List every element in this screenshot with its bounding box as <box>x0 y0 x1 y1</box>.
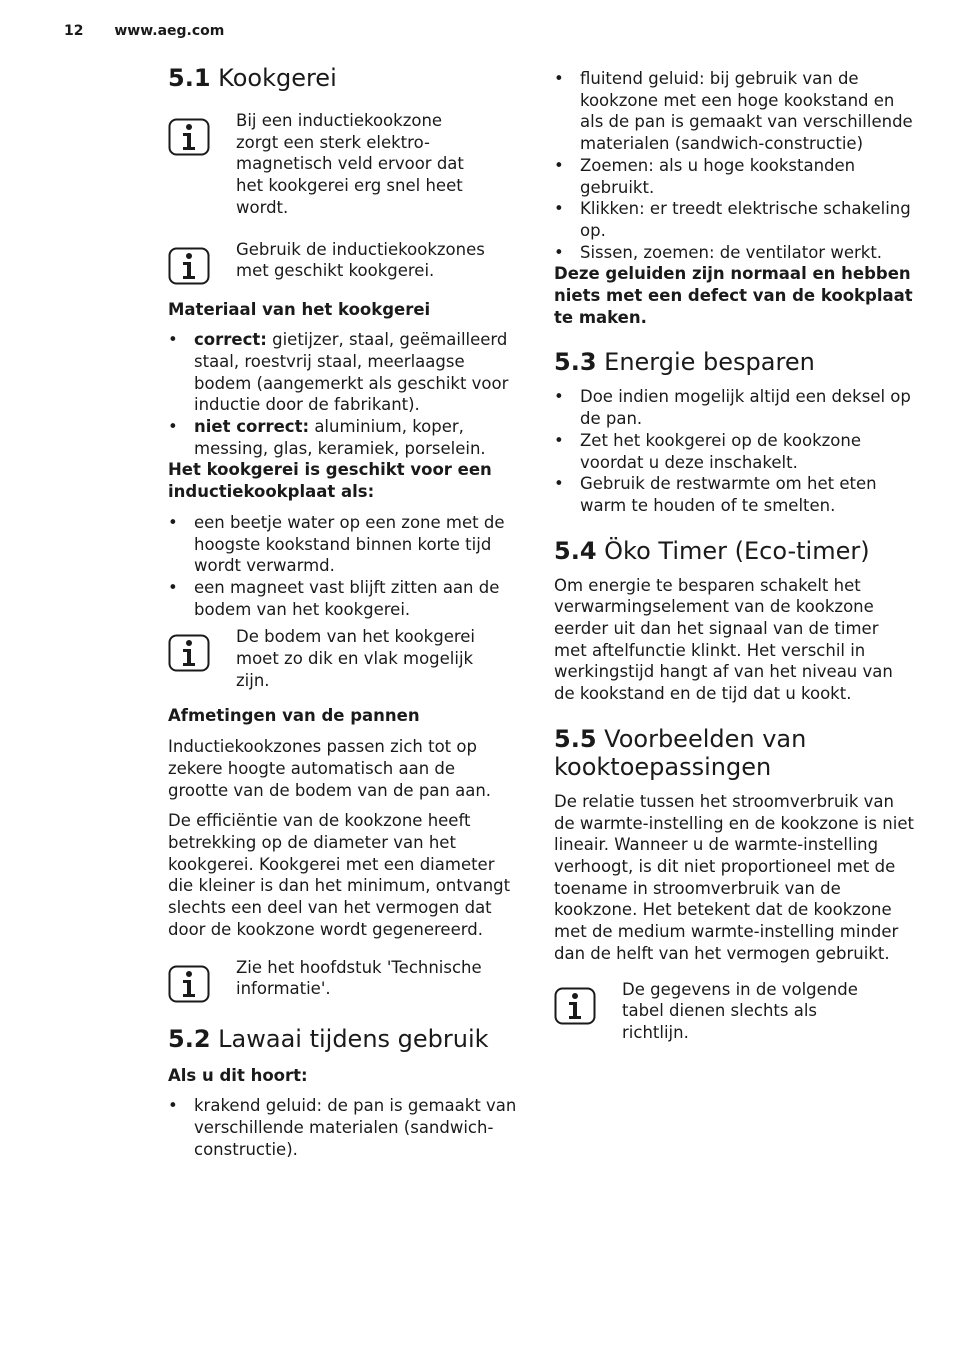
bullet-icon: • <box>554 242 564 262</box>
info-note-text: De gegevens in de volgende tabel dienen slechts als richtlijn. <box>622 979 858 1042</box>
list-item: • Sissen, zoemen: de ventilator werkt. <box>554 242 883 262</box>
bullet-icon: • <box>168 1096 178 1116</box>
bullet-icon: • <box>554 69 564 88</box>
list-item: • Gebruik de restwarmte om het eten warm te houden of te smelten. <box>554 474 877 515</box>
website-url: www.aeg.com <box>114 23 225 39</box>
list-item: • Doe indien mogelijk altijd een deksel op de pan. <box>554 387 911 429</box>
list-item: • fluitend geluid: bij gebruik van de kookzone met een hoge kookstand en als de pan is gemaakt van verschillende materialen (sandwich-constructie) <box>554 69 913 154</box>
info-icon <box>168 118 210 156</box>
right-column <box>554 68 914 1044</box>
list-item: • Zet het kookgerei op de kookzone voordat u deze inschakelt. <box>554 430 861 472</box>
info-note-text: Bij een inductiekookzone zorgt een sterk elektro-magnetisch veld ervoor dat het kookgerei erg snel heet wordt. <box>236 111 464 217</box>
info-icon <box>554 987 596 1025</box>
noise-conclusion: Deze geluiden zijn normaal en hebben niets met een defect van de kookplaat te maken. <box>554 264 913 327</box>
eco-timer-text: Om energie te besparen schakelt het verwarmingselement van de kookzone eerder uit dan het signaal van de timer met aftelfunctie klinkt. Het verschil in werkingstijd hangt af van het niveau van de kookstand en de tijd dat u kookt. <box>554 575 893 704</box>
suitable-list <box>168 512 520 621</box>
info-note <box>168 110 488 219</box>
list-item: • een beetje water op een zone met de hoogste kookstand binnen korte tijd wordt verwarmd. <box>168 512 505 576</box>
info-note <box>168 957 488 1003</box>
info-note <box>168 626 488 691</box>
list-item: • krakend geluid: de pan is gemaakt van verschillende materialen (sandwich-constructie). <box>168 1096 517 1159</box>
section-5-5-title: 5.5 Voorbeelden van kooktoepassingen <box>554 724 807 781</box>
left-column <box>168 64 520 1160</box>
bullet-icon: • <box>554 155 564 175</box>
list-item: • niet correct: aluminium, koper, messing, glas, keramiek, porselein. <box>168 417 486 458</box>
bullet-icon: • <box>168 512 178 532</box>
examples-text: De relatie tussen het stroomverbruik van de warmte-instelling en de kookzone is niet lineair. Wanneer u de warmte-instelling verhoogt, is dit niet proportioneel met de toename in stroomverbruik van de kookzone. Het betekent dat de kookzone met de medium warmte-instelling minder dan de helft van het vermogen gebruikt. <box>554 791 914 963</box>
info-icon <box>168 634 210 672</box>
section-5-4-title: 5.4 Öko Timer (Eco-timer) <box>554 536 870 565</box>
bullet-icon: • <box>554 199 564 219</box>
noise-list-left <box>168 1095 520 1160</box>
suitable-heading: Het kookgerei is geschikt voor een inductiekookplaat als: <box>168 460 492 502</box>
info-note <box>168 239 488 285</box>
list-item: • Zoemen: als u hoge kookstanden gebruikt. <box>554 155 856 197</box>
bullet-icon: • <box>168 330 178 350</box>
bullet-icon: • <box>554 474 564 494</box>
sizes-paragraph: De efficiëntie van de kookzone heeft betrekking op de diameter van het kookgerei. Kookgerei met een diameter die kleiner is dan het minimum, ontvangt slechts een deel van het vermogen dat door de kookzone wordt gegenereerd. <box>168 811 511 939</box>
page-number: 12 <box>64 23 84 39</box>
info-note-text: Zie het hoofdstuk 'Technische informatie'. <box>236 957 482 999</box>
material-heading: Materiaal van het kookgerei <box>168 299 431 319</box>
info-note-text: Gebruik de inductiekookzones met geschikt kookgerei. <box>236 239 485 281</box>
info-note-text: De bodem van het kookgerei moet zo dik en vlak mogelijk zijn. <box>236 627 476 690</box>
info-icon <box>168 247 210 285</box>
list-item: • correct: gietijzer, staal, geëmailleerd staal, roestvrij staal, meerlaagse bodem (aangemerkt als geschikt voor inductie door de fabrikant). <box>168 330 509 415</box>
list-item: • Klikken: er treedt elektrische schakeling op. <box>554 199 911 240</box>
section-5-1-title: 5.1 Kookgerei <box>168 64 337 92</box>
energy-list <box>554 386 914 516</box>
bullet-icon: • <box>554 430 564 450</box>
info-icon <box>168 965 210 1003</box>
list-item: • een magneet vast blijft zitten aan de bodem van het kookgerei. <box>168 577 500 619</box>
section-5-3-title: 5.3 Energie besparen <box>554 348 815 377</box>
section-5-2-title: 5.2 Lawaai tijdens gebruik <box>168 1024 489 1053</box>
bullet-icon: • <box>168 417 178 437</box>
noise-heading: Als u dit hoort: <box>168 1065 308 1085</box>
bullet-icon: • <box>168 577 178 597</box>
page-header <box>64 23 224 39</box>
sizes-paragraph: Inductiekookzones passen zich tot op zekere hoogte automatisch aan de grootte van de bodem van de pan aan. <box>168 737 492 800</box>
sizes-heading: Afmetingen van de pannen <box>168 706 420 726</box>
info-note <box>554 979 874 1044</box>
bullet-icon: • <box>554 387 564 407</box>
material-list <box>168 329 520 459</box>
noise-list-right <box>554 68 914 263</box>
